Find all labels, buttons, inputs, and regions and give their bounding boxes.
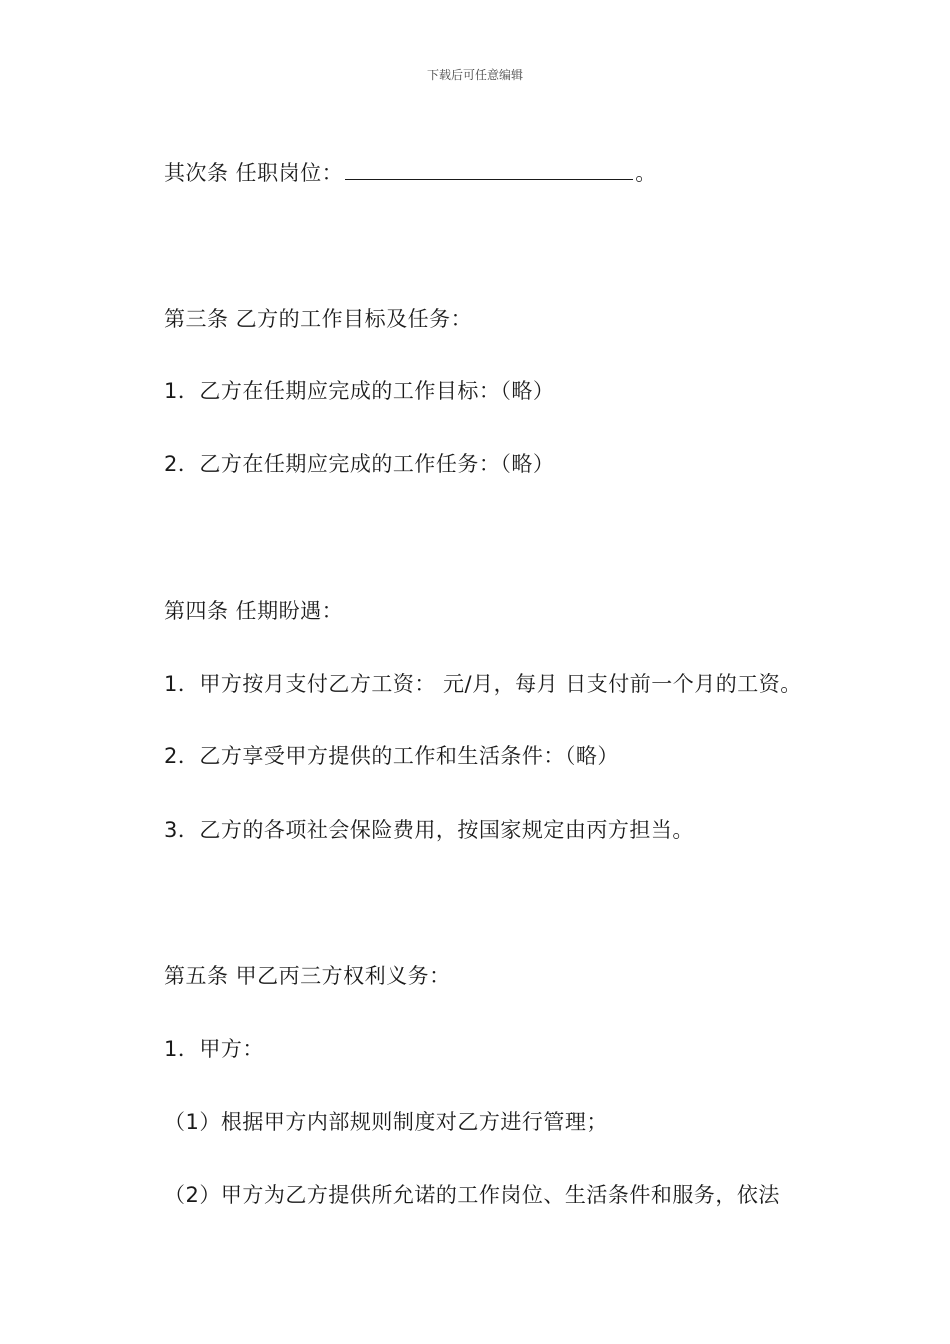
article-3-heading: 第三条 乙方的工作目标及任务：: [164, 307, 473, 331]
article-5-heading: 第五条 甲乙丙三方权利义务：: [164, 964, 451, 988]
article-4-item-2: 2．乙方享受甲方提供的工作和生活条件：（略）: [164, 744, 619, 768]
article-5-item-1: 1．甲方：: [164, 1037, 264, 1061]
article-2-end: 。: [635, 161, 657, 185]
article-3-item-1: 1．乙方在任期应完成的工作目标：（略）: [164, 379, 555, 403]
article-3-item-2: 2．乙方在任期应完成的工作任务：（略）: [164, 452, 555, 476]
article-4-item-1: 1．甲方按月支付乙方工资： 元/月，每月 日支付前一个月的工资。: [164, 672, 802, 696]
article-2-label: 其次条 任职岗位：: [164, 161, 344, 185]
article-4-item-3: 3．乙方的各项社会保险费用，按国家规定由丙方担当。: [164, 818, 694, 842]
article-4-heading: 第四条 任期盼遇：: [164, 599, 344, 623]
article-2-position-line: [164, 158, 657, 188]
position-blank-field[interactable]: [345, 159, 633, 180]
article-5-subitem-2: （2）甲方为乙方提供所允诺的工作岗位、生活条件和服务，依法: [164, 1183, 780, 1207]
header-note: 下载后可任意编辑: [426, 68, 523, 82]
article-5-subitem-1: （1）根据甲方内部规则制度对乙方进行管理；: [164, 1110, 608, 1134]
